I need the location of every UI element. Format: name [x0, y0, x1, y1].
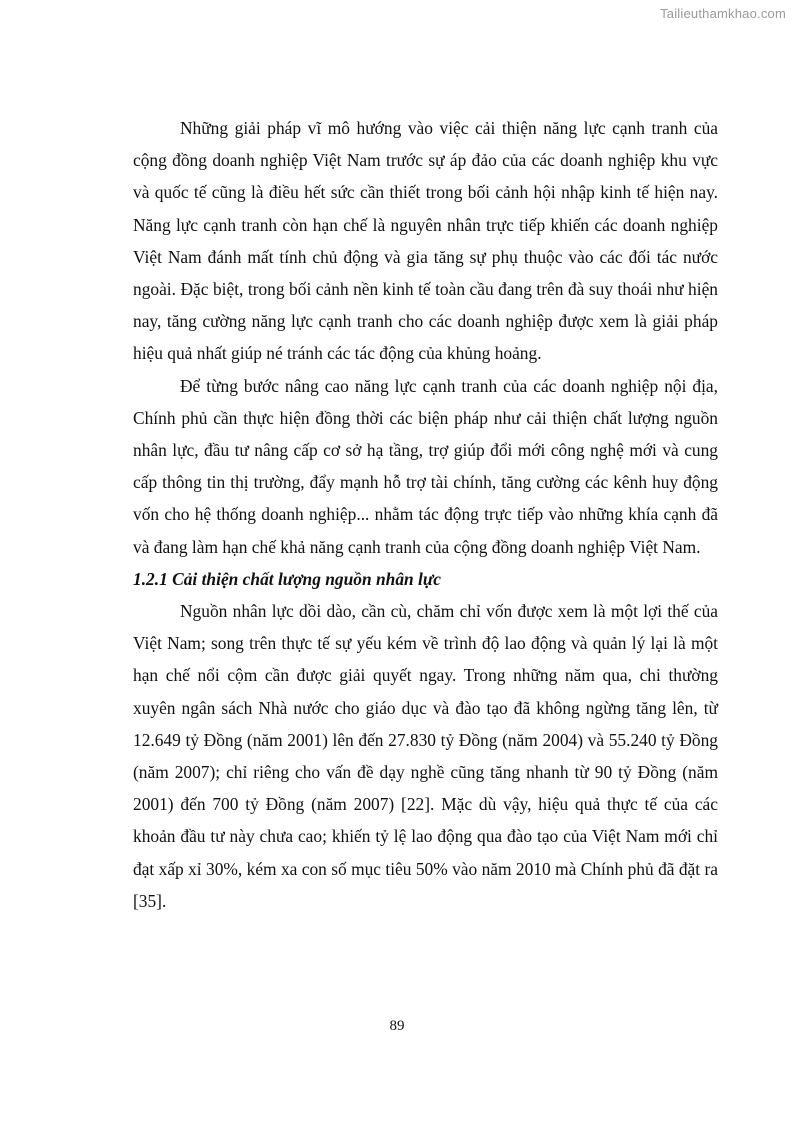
page-number: 89: [389, 1018, 405, 1034]
watermark-text: Tailieuthamkhao.com: [660, 6, 786, 21]
document-body: [133, 112, 718, 917]
paragraph-1: Những giải pháp vĩ mô hướng vào việc cải thiện năng lực cạnh tranh của cộng đồng doanh nghiệp Việt Nam trước sự áp đảo của các doanh nghiệp khu vực và quốc tế cũng là điều hết sức cần thiết trong bối cảnh hội nhập kinh tế hiện nay. Năng lực cạnh tranh còn hạn chế là nguyên nhân trực tiếp khiến các doanh nghiệp Việt Nam đánh mất tính chủ động và gia tăng sự phụ thuộc vào các đối tác nước ngoài. Đặc biệt, trong bối cảnh nền kinh tế toàn cầu đang trên đà suy thoái như hiện nay, tăng cường năng lực cạnh tranh cho các doanh nghiệp được xem là giải pháp hiệu quả nhất giúp né tránh các tác động của khủng hoảng.: [133, 118, 718, 364]
paragraph-2: Để từng bước nâng cao năng lực cạnh tranh của các doanh nghiệp nội địa, Chính phủ cần thực hiện đồng thời các biện pháp như cải thiện chất lượng nguồn nhân lực, đầu tư nâng cấp cơ sở hạ tầng, trợ giúp đổi mới công nghệ mới và cung cấp thông tin thị trường, đẩy mạnh hỗ trợ tài chính, tăng cường các kênh huy động vốn cho hệ thống doanh nghiệp... nhằm tác động trực tiếp vào những khía cạnh đã và đang làm hạn chế khả năng cạnh tranh của cộng đồng doanh nghiệp Việt Nam.: [133, 375, 718, 557]
paragraph-3: Nguồn nhân lực dồi dào, cần cù, chăm chỉ vốn được xem là một lợi thế của Việt Nam; song trên thực tế sự yếu kém về trình độ lao động và quản lý lại là một hạn chế nổi cộm cần được giải quyết ngay. Trong những năm qua, chi thường xuyên ngân sách Nhà nước cho giáo dục và đào tạo đã không ngừng tăng lên, từ 12.649 tỷ Đồng (năm 2001) lên đến 27.830 tỷ Đồng (năm 2004) và 55.240 tỷ Đồng (năm 2007); chỉ riêng cho vấn đề dạy nghề cũng tăng nhanh từ 90 tỷ Đồng (năm 2001) đến 700 tỷ Đồng (năm 2007) [22]. Mặc dù vậy, hiệu quả thực tế của các khoản đầu tư này chưa cao; khiến tỷ lệ lao động qua đào tạo của Việt Nam mới chỉ đạt xấp xỉ 30%, kém xa con số mục tiêu 50% vào năm 2010 mà Chính phủ đã đặt ra [35].: [133, 601, 718, 911]
section-heading: 1.2.1 Cải thiện chất lượng nguồn nhân lực: [133, 568, 442, 589]
